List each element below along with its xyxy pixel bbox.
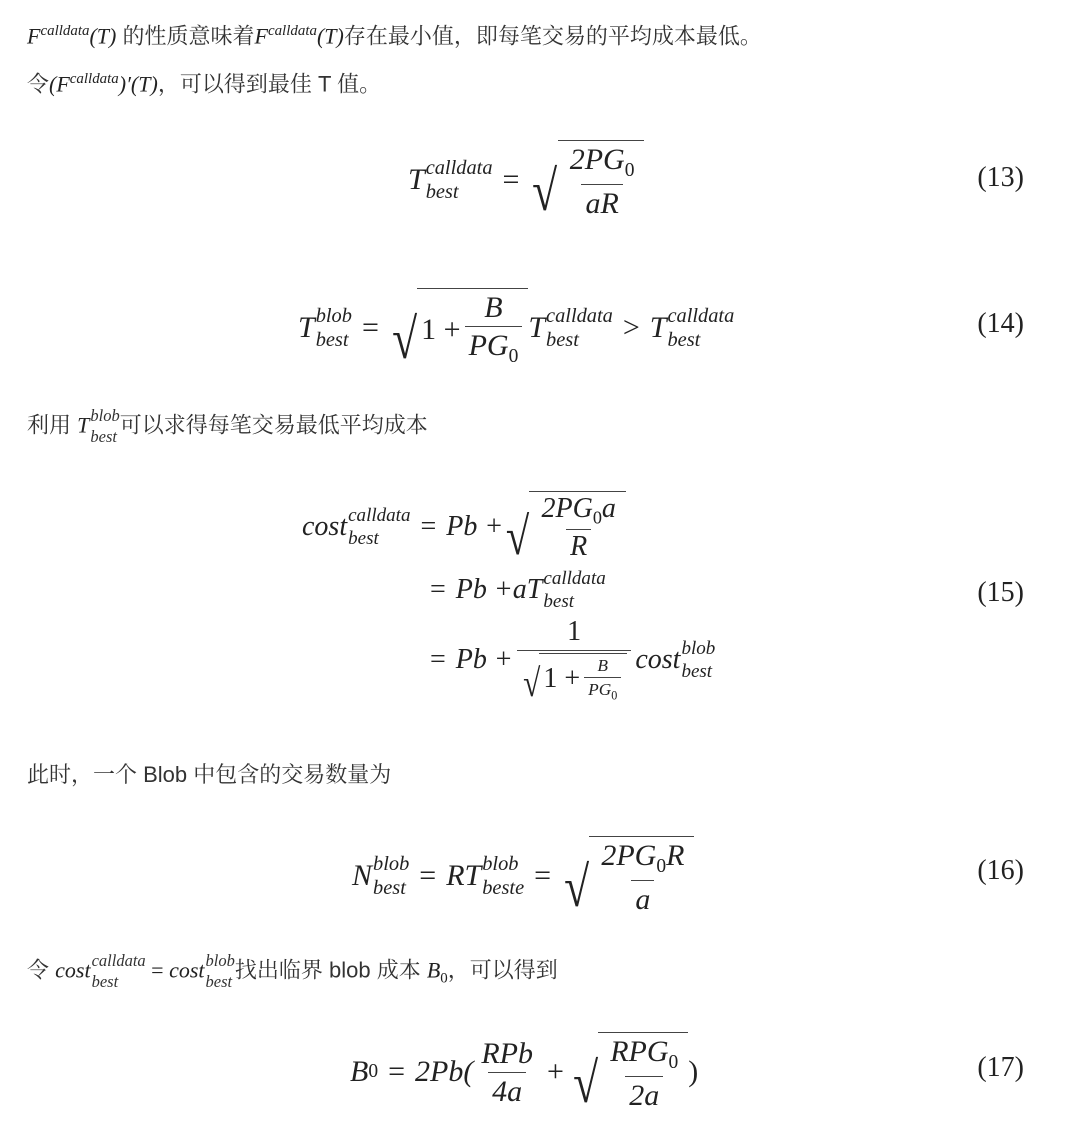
equation-number-13: (13) xyxy=(977,162,1024,193)
sqrt xyxy=(521,653,628,703)
fraction xyxy=(537,494,619,563)
sqrt xyxy=(503,491,626,566)
numerator: 2PG xyxy=(601,839,657,873)
sup: calldata xyxy=(543,567,606,589)
sub: best xyxy=(91,971,119,991)
paragraph-blob-count xyxy=(27,760,391,790)
equation-14 xyxy=(298,288,735,371)
equals: = xyxy=(419,859,437,892)
equals: = xyxy=(430,644,446,675)
a-term: a xyxy=(512,574,527,605)
equation-16 xyxy=(352,836,694,919)
pb-term: Pb + xyxy=(446,511,504,542)
denominator: PG xyxy=(468,329,509,363)
sup: calldata xyxy=(348,504,411,526)
inner-fraction xyxy=(584,656,621,703)
equation-number-14: (14) xyxy=(977,308,1024,339)
numerator: B xyxy=(484,291,503,325)
radical-icon: √ xyxy=(532,159,558,223)
denominator: R xyxy=(566,529,591,563)
numerator: 1 xyxy=(567,616,582,648)
sup: blob xyxy=(315,304,352,327)
equation-13 xyxy=(408,140,644,223)
numerator: B xyxy=(597,655,609,675)
sup: blob xyxy=(482,852,519,875)
text: 存在最小值，即每笔交易的平均成本最低。 xyxy=(343,23,762,49)
text: 令 xyxy=(27,957,56,983)
sub: best xyxy=(205,971,233,991)
eq-lhs: T xyxy=(408,163,425,196)
radical-icon: √ xyxy=(522,661,541,705)
sub: best xyxy=(543,591,575,612)
equals: = xyxy=(388,1055,405,1088)
equals: = xyxy=(430,574,446,605)
eq-lhs: T xyxy=(298,311,315,344)
sub: best xyxy=(681,661,713,682)
sub: best xyxy=(667,329,701,351)
denominator: aR xyxy=(581,184,622,220)
equals: = xyxy=(145,957,170,983)
math-derivative: )′(T) xyxy=(118,71,158,97)
text: 可以求得每笔交易最低平均成本 xyxy=(119,412,428,438)
one-plus: 1 + xyxy=(421,312,461,346)
sub: best xyxy=(90,426,117,446)
math-B: B xyxy=(426,957,441,983)
t-term: T xyxy=(526,574,543,605)
close-paren: ) xyxy=(688,1055,699,1088)
fraction-2 xyxy=(606,1035,682,1111)
numerator-tail: R xyxy=(666,839,685,873)
text: 此时，一个 Blob 中包含的交易数量为 xyxy=(27,762,392,787)
sub: best xyxy=(315,329,349,351)
pb-term: Pb + xyxy=(455,574,513,605)
plus: + xyxy=(546,1055,564,1088)
eq-lhs: N xyxy=(352,859,373,892)
denominator: 2a xyxy=(625,1076,663,1112)
sub: 0 xyxy=(368,1061,379,1082)
sub: 0 xyxy=(440,970,448,987)
cost-term: cost xyxy=(635,644,681,675)
sub: 0 xyxy=(592,507,602,528)
sqrt xyxy=(529,140,644,223)
radical-icon: √ xyxy=(392,307,418,371)
text: 找出临界 blob 成本 xyxy=(234,957,427,983)
equals: = xyxy=(502,163,520,196)
paragraph-minimum-property xyxy=(27,16,762,51)
sqrt xyxy=(570,1032,688,1115)
sup: blob xyxy=(681,637,716,659)
t-term: T xyxy=(649,311,667,344)
eq15-row-1 xyxy=(302,488,626,566)
text: ，可以得到 xyxy=(447,957,558,983)
math-sup: calldata xyxy=(267,23,317,39)
equals: = xyxy=(420,511,437,542)
math-sup: calldata xyxy=(69,71,119,87)
sub: beste xyxy=(482,877,525,899)
numerator: 2PG xyxy=(541,492,593,524)
fraction xyxy=(566,143,639,219)
fraction xyxy=(517,617,632,703)
equals: = xyxy=(534,859,552,892)
numerator: 2PG xyxy=(569,143,625,177)
numerator: RPb xyxy=(481,1036,533,1070)
math-cost: cost xyxy=(169,957,205,983)
math-arg: (T) xyxy=(89,23,117,49)
sqrt xyxy=(389,288,528,371)
sup: calldata xyxy=(546,304,613,327)
eq15-row-2 xyxy=(302,566,606,614)
t-term: T xyxy=(528,311,546,344)
text: 的性质意味着 xyxy=(116,23,255,49)
sub: best xyxy=(546,329,579,351)
sqrt xyxy=(561,836,694,919)
text: 令 xyxy=(27,71,50,97)
sub: 0 xyxy=(668,1052,679,1074)
paragraph-critical-blob-cost xyxy=(27,951,558,994)
radical-icon: √ xyxy=(506,507,530,566)
equation-17 xyxy=(350,1032,699,1115)
coefficient: 2Pb( xyxy=(415,1055,474,1088)
math-T: T xyxy=(77,412,90,438)
math-F: (F xyxy=(49,71,70,97)
radical-icon: √ xyxy=(573,1051,599,1115)
equation-number-16: (16) xyxy=(977,855,1024,886)
eq15-row-3 xyxy=(302,614,715,706)
math-F: F xyxy=(254,23,268,49)
equation-15 xyxy=(302,488,715,706)
sub: best xyxy=(373,877,406,899)
math-sup: calldata xyxy=(40,23,90,39)
sup: calldata xyxy=(425,156,493,179)
numerator-tail: a xyxy=(601,492,616,524)
sub: 0 xyxy=(656,856,667,878)
equals: = xyxy=(361,311,379,344)
numerator: RPG xyxy=(610,1035,669,1069)
math-cost: cost xyxy=(55,957,91,983)
math-F: F xyxy=(27,23,41,49)
pb-term: Pb + xyxy=(455,644,513,675)
sub: 0 xyxy=(624,160,635,182)
radical-icon: √ xyxy=(564,855,590,919)
paragraph-derivative xyxy=(27,64,381,99)
sup: blob xyxy=(373,852,410,875)
eq-lhs: B xyxy=(350,1055,369,1088)
math-arg: (T) xyxy=(316,23,344,49)
sub: 0 xyxy=(611,688,618,703)
fraction xyxy=(465,291,523,367)
denominator: a xyxy=(631,880,654,916)
denominator: PG xyxy=(588,680,612,700)
sub: 0 xyxy=(508,346,519,368)
fraction-1 xyxy=(477,1037,537,1108)
equation-number-17: (17) xyxy=(977,1052,1024,1083)
sup: blob xyxy=(90,406,120,425)
sub: best xyxy=(425,181,459,203)
greater-than: > xyxy=(622,311,640,344)
sup: blob xyxy=(205,951,235,970)
fraction xyxy=(597,839,688,915)
sub: best xyxy=(348,528,379,549)
mid-term: RT xyxy=(446,859,482,892)
equation-number-15: (15) xyxy=(977,577,1024,608)
sup: calldata xyxy=(91,951,146,970)
paragraph-min-cost xyxy=(27,406,428,446)
one-plus: 1 + xyxy=(543,663,581,694)
eq-lhs: cost xyxy=(302,511,348,542)
text: 利用 xyxy=(27,412,78,438)
text: ，可以得到最佳 T 值。 xyxy=(157,71,382,97)
sup: calldata xyxy=(667,304,735,327)
denominator: 4a xyxy=(488,1072,526,1108)
